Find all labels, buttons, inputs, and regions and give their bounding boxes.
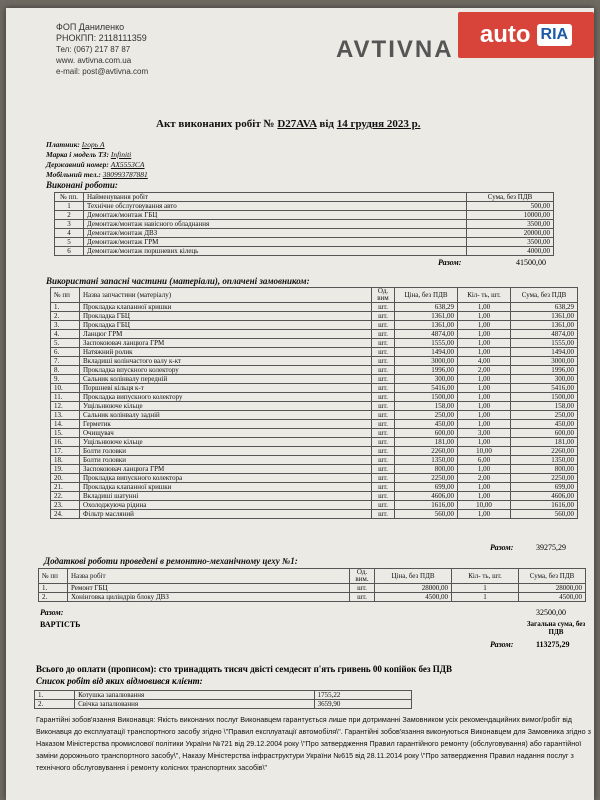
cell-sum: 1500,00 — [511, 393, 578, 402]
cell-sum: 450,00 — [511, 420, 578, 429]
cell-unit: шт. — [372, 456, 395, 465]
cell-price: 1555,00 — [395, 339, 458, 348]
table-row — [51, 501, 578, 510]
table-row — [55, 238, 554, 247]
cell-name: Вкладиші шатунні — [80, 492, 372, 501]
cell-price: 28000,00 — [375, 584, 452, 593]
cell-price: 5416,00 — [395, 384, 458, 393]
cell-no: 2. — [35, 700, 75, 709]
cell-sum: 20000,00 — [467, 229, 554, 238]
cell-sum: 1616,00 — [511, 501, 578, 510]
extra-total: 32500,00 — [536, 608, 566, 617]
model-value: Infiniti — [110, 150, 132, 159]
table-row — [51, 339, 578, 348]
cell-qty: 6,00 — [458, 456, 511, 465]
cell-no: 14. — [51, 420, 80, 429]
mobile-value: 380993787881 — [102, 170, 148, 179]
table-row — [51, 393, 578, 402]
cell-name: Прокладка ГБЦ — [80, 321, 372, 330]
cell-unit: шт. — [372, 348, 395, 357]
cost-total-col: Загальна сума, без ПДВ — [526, 620, 586, 636]
cell-name: Фільтр масляний — [80, 510, 372, 519]
cell-unit: шт. — [372, 393, 395, 402]
cell-qty: 1,00 — [458, 348, 511, 357]
cell-unit: шт. — [372, 420, 395, 429]
cell-unit: шт. — [372, 303, 395, 312]
cell-price: 600,00 — [395, 429, 458, 438]
cell-unit: шт. — [372, 483, 395, 492]
table-row — [51, 510, 578, 519]
cell-name: Демонтаж/монтаж ГБЦ — [84, 211, 467, 220]
cell-price: 4500,00 — [375, 593, 452, 602]
cell-sum: 5416,00 — [511, 384, 578, 393]
cell-unit: шт. — [372, 384, 395, 393]
cell-unit: шт. — [372, 429, 395, 438]
table-row — [51, 411, 578, 420]
cell-no: 2. — [51, 312, 80, 321]
cell-price: 450,00 — [395, 420, 458, 429]
cell-no: 2 — [55, 211, 84, 220]
cell-qty: 10,00 — [458, 501, 511, 510]
cell-name: Герметик — [80, 420, 372, 429]
table-row — [51, 330, 578, 339]
cell-no: 12. — [51, 402, 80, 411]
cell-sum: 1755,22 — [314, 691, 411, 700]
company-phone: Тел: (067) 217 87 87 — [56, 45, 131, 54]
cell-name: Ущільнююче кільце — [80, 438, 372, 447]
cell-sum: 1494,00 — [511, 348, 578, 357]
cell-price: 800,00 — [395, 465, 458, 474]
table-row — [51, 366, 578, 375]
autoria-watermark: auto RIA — [458, 12, 594, 58]
cell-price: 1361,00 — [395, 321, 458, 330]
parts-heading: Використані запасні частини (матеріали), оплачені замовником: — [46, 276, 310, 286]
cell-no: 11. — [51, 393, 80, 402]
cell-name: Натяжний ролик — [80, 348, 372, 357]
cell-price: 300,00 — [395, 375, 458, 384]
cell-unit: шт. — [372, 474, 395, 483]
cell-no: 21. — [51, 483, 80, 492]
cell-no: 6 — [55, 247, 84, 256]
cell-sum: 300,00 — [511, 375, 578, 384]
cell-price: 2250,00 — [395, 474, 458, 483]
cell-name: Демонтаж/монтаж ГРМ — [84, 238, 467, 247]
cell-price: 1500,00 — [395, 393, 458, 402]
cell-qty: 1,00 — [458, 312, 511, 321]
cell-no: 16. — [51, 438, 80, 447]
table-row — [51, 438, 578, 447]
cell-price: 181,00 — [395, 438, 458, 447]
cell-sum: 1361,00 — [511, 312, 578, 321]
cell-price: 699,00 — [395, 483, 458, 492]
cell-sum: 158,00 — [511, 402, 578, 411]
table-row — [51, 375, 578, 384]
cell-unit: шт. — [372, 510, 395, 519]
cell-price: 4874,00 — [395, 330, 458, 339]
act-date: 14 грудня 2023 р. — [336, 118, 421, 130]
table-row — [55, 229, 554, 238]
table-row — [51, 321, 578, 330]
cell-qty: 3,00 — [458, 429, 511, 438]
cell-name: Сальник колінвалу передній — [80, 375, 372, 384]
cell-qty: 1,00 — [458, 483, 511, 492]
cell-price: 1494,00 — [395, 348, 458, 357]
payer-value: Ігорь А — [81, 140, 105, 149]
table-row — [51, 384, 578, 393]
table-row — [51, 456, 578, 465]
cell-sum: 638,29 — [511, 303, 578, 312]
parts-total-label: Разом: — [490, 543, 514, 552]
table-row — [55, 211, 554, 220]
cell-no: 23. — [51, 501, 80, 510]
cell-sum: 4874,00 — [511, 330, 578, 339]
cell-qty: 1,00 — [458, 321, 511, 330]
cell-sum: 3500,00 — [467, 238, 554, 247]
cell-price: 158,00 — [395, 402, 458, 411]
table-row — [51, 312, 578, 321]
table-row — [51, 447, 578, 456]
cell-price: 1996,00 — [395, 366, 458, 375]
cell-name: Очищувач — [80, 429, 372, 438]
cell-price: 2260,00 — [395, 447, 458, 456]
cell-sum: 3500,00 — [467, 220, 554, 229]
cell-name: Свічка запалювання — [75, 700, 315, 709]
cell-name: Прокладка ГБЦ — [80, 312, 372, 321]
cell-sum: 800,00 — [511, 465, 578, 474]
cell-no: 3 — [55, 220, 84, 229]
table-row — [51, 402, 578, 411]
cell-unit: шт. — [350, 593, 375, 602]
cell-sum: 2260,00 — [511, 447, 578, 456]
table-row — [51, 348, 578, 357]
plate-value: AX5553CA — [110, 160, 145, 169]
cell-sum: 28000,00 — [519, 584, 586, 593]
table-row — [39, 584, 586, 593]
act-number: D27AVA — [277, 118, 317, 130]
parts-total: 39275,29 — [536, 543, 566, 552]
cell-sum: 1361,00 — [511, 321, 578, 330]
cell-sum: 3000,00 — [511, 357, 578, 366]
cell-no: 1. — [35, 691, 75, 700]
cell-unit: шт. — [350, 584, 375, 593]
cell-name: Заспокоювач ланцюга ГРМ — [80, 339, 372, 348]
cell-price: 4606,00 — [395, 492, 458, 501]
cell-no: 7. — [51, 357, 80, 366]
cell-no: 3. — [51, 321, 80, 330]
cell-unit: шт. — [372, 465, 395, 474]
grand-total: 113275,29 — [536, 640, 570, 649]
cell-no: 5. — [51, 339, 80, 348]
cell-unit: шт. — [372, 447, 395, 456]
cell-name: Котушка запалювання — [75, 691, 315, 700]
cell-sum: 600,00 — [511, 429, 578, 438]
cell-unit: шт. — [372, 501, 395, 510]
table-row — [35, 700, 412, 709]
cell-no: 4 — [55, 229, 84, 238]
table-row — [55, 247, 554, 256]
cell-name: Технічне обслуговування авто — [84, 202, 467, 211]
cell-sum: 1996,00 — [511, 366, 578, 375]
table-row — [39, 593, 586, 602]
refused-heading: Список робіт від яких відмовився клієнт: — [36, 676, 203, 686]
cell-sum: 4000,00 — [467, 247, 554, 256]
cell-sum: 2250,00 — [511, 474, 578, 483]
table-row — [51, 357, 578, 366]
cell-qty: 1,00 — [458, 402, 511, 411]
cell-name: Вкладиші колінчастого валу к-кт — [80, 357, 372, 366]
works-table: № пп. Найменування робіт Сума, без ПДВ 1 Технічне обслуговування авто 500,00 2 Демонтаж/монтаж ГБЦ 10000,00 3 Демонтаж/монтаж навісного обладнання 3500,00 4 Демонтаж/монтаж ДВЗ 20000,00 5 Демонтаж/монтаж ГРМ 3500,00 6 Демонтаж/монтаж поршневих кілець 4000,00 — [54, 192, 554, 256]
extra-total-label: Разом: — [40, 608, 64, 617]
cell-unit: шт. — [372, 366, 395, 375]
cell-unit: шт. — [372, 312, 395, 321]
cell-sum: 3659,90 — [314, 700, 411, 709]
cell-no: 2. — [39, 593, 68, 602]
cell-qty: 10,00 — [458, 447, 511, 456]
cell-qty: 1,00 — [458, 510, 511, 519]
guarantee-text: Гарантійні зобов'язання Виконавця: Якість виконаних послуг Виконавцем гарантується лише при дотриманні Замовником усіх рекомендацийних вимог/робіт від Виконавця до експлуатації транспортного засобу згідно \"Правил експлуатації автомобіля\". Гарантійні зобов'язання виконуються Виконавцем для Замовника згідно з Наказом Міністерства промислової політики України №721 від 29.12.2004 року \"Про затвердження Правил гарантійного ремонту (обслуговування) або гарантійної заміни дорожнього транспортного засобу\", Наказу Міністерства інфраструктури України №615 від 28.11.2014 року \"Про затвердження Правил надання послуг з технічного обслуговування і ремонту колісних транспортних засобів\" — [36, 715, 591, 772]
cell-qty: 1,00 — [458, 411, 511, 420]
cell-no: 17. — [51, 447, 80, 456]
cell-qty: 2,00 — [458, 474, 511, 483]
cell-unit: шт. — [372, 330, 395, 339]
cell-no: 15. — [51, 429, 80, 438]
cell-qty: 4,00 — [458, 357, 511, 366]
cell-price: 3000,00 — [395, 357, 458, 366]
cell-no: 6. — [51, 348, 80, 357]
cell-no: 20. — [51, 474, 80, 483]
to-pay-words: Всього до оплати (прописом): сто тринадцять тисяч двісті семдесят п'ять гривень 00 копійок без ПДВ — [36, 664, 452, 674]
cell-name: Демонтаж/монтаж ДВЗ — [84, 229, 467, 238]
cell-sum: 250,00 — [511, 411, 578, 420]
cell-qty: 2,00 — [458, 366, 511, 375]
cell-name: Прокладка впускного колектору — [80, 366, 372, 375]
table-row — [51, 303, 578, 312]
cell-no: 10. — [51, 384, 80, 393]
cell-name: Ланцюг ГРМ — [80, 330, 372, 339]
cell-name: Прокладка клапанної кришки — [80, 303, 372, 312]
cell-sum: 500,00 — [467, 202, 554, 211]
cell-sum: 4606,00 — [511, 492, 578, 501]
grand-total-label: Разом: — [490, 640, 514, 649]
cell-unit: шт. — [372, 339, 395, 348]
vehicle-info: Платник: Ігорь А Марка і модель ТЗ: Infiniti Державний номер: AX5553CA Мобільний тел.: 380993787881 — [46, 140, 148, 179]
cell-price: 1361,00 — [395, 312, 458, 321]
cell-qty: 1,00 — [458, 339, 511, 348]
cell-unit: шт. — [372, 357, 395, 366]
company-email: e-mail: post@avtivna.com — [56, 67, 149, 76]
cell-unit: шт. — [372, 438, 395, 447]
document-sheet — [6, 8, 594, 800]
cell-unit: шт. — [372, 321, 395, 330]
cell-qty: 1,00 — [458, 330, 511, 339]
cell-no: 24. — [51, 510, 80, 519]
cell-no: 8. — [51, 366, 80, 375]
cell-no: 1. — [39, 584, 68, 593]
cell-no: 13. — [51, 411, 80, 420]
cell-name: Болти головки — [80, 447, 372, 456]
company-rnokpp: РНОКПП: 2118111359 — [56, 33, 147, 43]
cell-unit: шт. — [372, 492, 395, 501]
cell-sum: 4500,00 — [519, 593, 586, 602]
works-heading: Виконані роботи: — [46, 180, 118, 190]
cell-name: Хонінговка циліндрів блоку ДВЗ — [68, 593, 350, 602]
table-row — [51, 429, 578, 438]
cell-qty: 1,00 — [458, 375, 511, 384]
company-header — [56, 22, 148, 77]
cell-no: 9. — [51, 375, 80, 384]
cell-name: Ремонт ГБЦ — [68, 584, 350, 593]
cell-price: 250,00 — [395, 411, 458, 420]
cell-unit: шт. — [372, 411, 395, 420]
cell-name: Ущільнююче кільце — [80, 402, 372, 411]
cell-qty: 1,00 — [458, 384, 511, 393]
table-row — [35, 691, 412, 700]
extra-heading: Додаткові роботи проведені в ремонтно-механічному цеху №1: — [44, 556, 298, 566]
cell-sum: 699,00 — [511, 483, 578, 492]
cell-no: 19. — [51, 465, 80, 474]
cell-sum: 1555,00 — [511, 339, 578, 348]
table-row — [51, 465, 578, 474]
cell-sum: 181,00 — [511, 438, 578, 447]
table-row — [51, 420, 578, 429]
table-row — [51, 483, 578, 492]
cell-unit: шт. — [372, 402, 395, 411]
cell-name: Прокладка клапанної кришки — [80, 483, 372, 492]
cell-qty: 1,00 — [458, 393, 511, 402]
cell-qty: 1,00 — [458, 492, 511, 501]
cell-name: Охолоджуюча рідина — [80, 501, 372, 510]
cell-qty: 1,00 — [458, 438, 511, 447]
cell-name: Демонтаж/монтаж навісного обладнання — [84, 220, 467, 229]
cell-qty: 1,00 — [458, 465, 511, 474]
works-total-label: Разом: — [438, 258, 462, 267]
cell-no: 5 — [55, 238, 84, 247]
cell-name: Поршневі кільця к-т — [80, 384, 372, 393]
cell-qty: 1,00 — [458, 303, 511, 312]
cell-name: Прокладка випускного колектора — [80, 474, 372, 483]
cell-price: 560,00 — [395, 510, 458, 519]
cell-name: Заспокоювач ланцюга ГРМ — [80, 465, 372, 474]
extra-table: № пп Назва робіт Од. вим. Ціна, без ПДВ Кіл- ть, шт. Сума, без ПДВ 1. Ремонт ГБЦ шт. 28000,00 1 28000,00 2. Хонінговка циліндрів блоку ДВЗ шт. 4500,00 1 4500,00 — [38, 568, 586, 602]
cell-qty: 1,00 — [458, 420, 511, 429]
parts-table: № пп Назва запчастини (матеріалу) Од. вим Ціна, без ПДВ Кіл- ть, шт. Сума, без ПДВ 1. Прокладка клапанної кришки шт. 638,29 1,00 638,29 2. Прокладка ГБЦ шт. 1361,00 1,00 1361,00 3. Прокладка ГБЦ шт. 1361,00 1,00 1361,00 4. Ланцюг ГРМ шт. 4874,00 1,00 4874,00 5. Заспокоювач ланцюга ГРМ шт. 1555,00 1,00 1555,00 6. Натяжний ролик шт. 1494,00 1,00 1494,00 7. Вкладиші колінчастого валу к-кт шт. 3000,00 4,00 3000,00 8. Прокладка впускного колектору шт. 1996,00 2,00 1996,00 9. Сальник колінвалу передній шт. 300,00 1,00 300,00 10. Поршневі кільця к-т шт. 5416,00 1,00 5416,00 11. Прокладка випускного колектору шт. 1500,00 1,00 1500,00 12. Ущільнююче кільце шт. 158,00 1,00 158,00 13. Сальник колінвалу задній шт. 250,00 1,00 250,00 14. Герметик шт. 450,00 1,00 450,00 15. Очищувач шт. 600,00 3,00 600,00 16. Ущільнююче кільце шт. 181,00 1,00 181,00 17. Болти головки шт. 2260,00 10,00 2260,00 18. Болти головки шт. 1350,00 6,00 1350,00 19. Заспокоювач ланцюга ГРМ шт. 800,00 1,00 800,00 20. Прокладка випускного колектора шт. 2250,00 2,00 2250,00 21. Прокладка клапанної кришки шт. 699,00 1,00 699,00 22. Вкладиші шатунні шт. 4606,00 1,00 4606,00 23. Охолоджуюча рідина шт. 1616,00 10,00 1616,00 24. Фільтр масляний шт. 560,00 1,00 560,00 — [50, 287, 578, 519]
cell-name: Прокладка випускного колектору — [80, 393, 372, 402]
works-total: 41500,00 — [516, 258, 546, 267]
cell-name: Демонтаж/монтаж поршневих кілець — [84, 247, 467, 256]
cell-qty: 1 — [452, 584, 519, 593]
cell-no: 1 — [55, 202, 84, 211]
cell-price: 1350,00 — [395, 456, 458, 465]
cell-no: 22. — [51, 492, 80, 501]
cell-qty: 1 — [452, 593, 519, 602]
cell-price: 638,29 — [395, 303, 458, 312]
cell-no: 1. — [51, 303, 80, 312]
cell-no: 18. — [51, 456, 80, 465]
table-row — [51, 474, 578, 483]
cell-unit: шт. — [372, 375, 395, 384]
cell-sum: 10000,00 — [467, 211, 554, 220]
refused-table — [34, 690, 412, 709]
cell-sum: 1350,00 — [511, 456, 578, 465]
table-row — [51, 492, 578, 501]
avtivna-logo: AVTIVNA — [336, 36, 454, 63]
cell-sum: 560,00 — [511, 510, 578, 519]
act-title: Акт виконаних робіт № D27AVA від 14 грудня 2023 р. — [156, 118, 421, 130]
company-www: www. avtivna.com.ua — [56, 56, 132, 65]
cell-name: Болти головки — [80, 456, 372, 465]
cell-name: Сальник колінвалу задній — [80, 411, 372, 420]
company-name: ФОП Даниленко — [56, 22, 125, 32]
cell-price: 1616,00 — [395, 501, 458, 510]
cell-no: 4. — [51, 330, 80, 339]
table-row — [55, 220, 554, 229]
cost-label: ВАРТІСТЬ — [40, 620, 81, 629]
table-row — [55, 202, 554, 211]
